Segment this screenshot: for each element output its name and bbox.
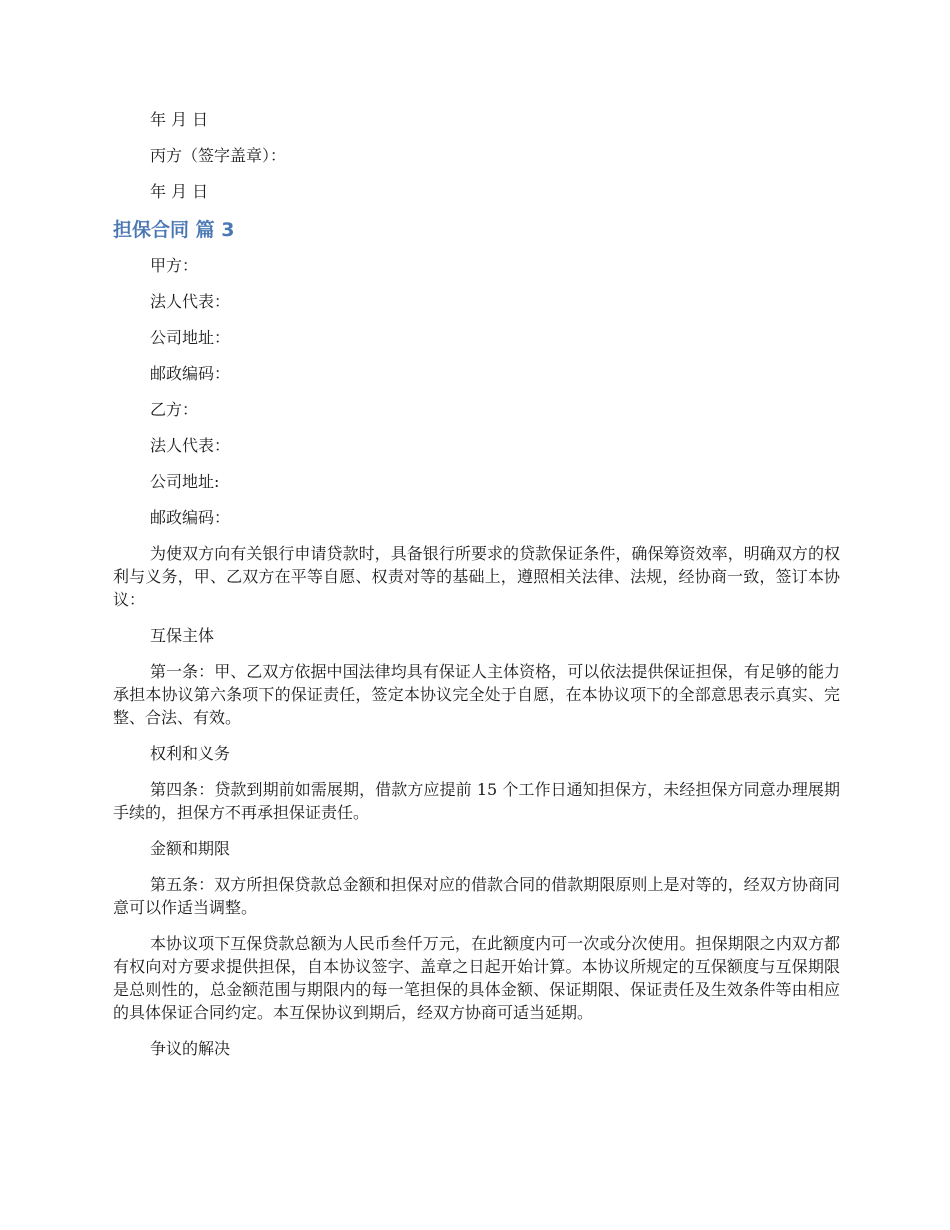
party-a-address: 公司地址：	[150, 328, 231, 347]
party-b-representative: 法人代表：	[150, 436, 231, 455]
amount-term-paragraph: 本协议项下互保贷款总额为人民币叁仟万元，在此额度内可一次或分次使用。担保期限之内双方都有权向对方要求提供担保，自本协议签字、盖章之日起开始计算。本协议所规定的互保额度与互保期限是总则性的，总金额范围与期限内的每一笔担保的具体金额、保证期限、保证责任及生效条件等由相应的具体保证合同约定。本互保协议到期后，经双方协商可适当延期。	[113, 934, 840, 1022]
document-page	[113, 108, 840, 1073]
subheading-guarantee-parties: 互保主体	[150, 626, 215, 645]
intro-paragraph: 为使双方向有关银行申请贷款时，具备银行所要求的贷款保证条件，确保筹资效率，明确双方的权利与义务，甲、乙双方在平等自愿、权责对等的基础上，遵照相关法律、法规，经协商一致，签订本协议：	[113, 544, 840, 609]
article-5-paragraph: 第五条：双方所担保贷款总金额和担保对应的借款合同的借款期限原则上是对等的，经双方协商同意可以作适当调整。	[113, 875, 840, 917]
party-b-address: 公司地址:	[150, 472, 220, 491]
party-b-postcode: 邮政编码：	[150, 508, 231, 527]
subheading-rights-obligations: 权利和义务	[150, 744, 231, 763]
party-a-representative: 法人代表：	[150, 292, 231, 311]
signature-date-line: 年 月 日	[150, 182, 209, 201]
article-4-paragraph: 第四条：贷款到期前如需展期，借款方应提前 15 个工作日通知担保方，未经担保方同意办理展期手续的，担保方不再承担保证责任。	[113, 780, 840, 822]
signature-date-line: 年 月 日	[150, 110, 209, 129]
subheading-amount-term: 金额和期限	[150, 839, 231, 858]
article-1-paragraph: 第一条：甲、乙双方依据中国法律均具有保证人主体资格，可以依法提供保证担保，有足够的能力承担本协议第六条项下的保证责任，签定本协议完全处于自愿，在本协议项下的全部意思表示真实、完整、合法、有效。	[113, 662, 840, 727]
section-title: 担保合同 篇 3	[113, 219, 235, 241]
party-c-signature-line: 丙方（签字盖章）：	[150, 146, 287, 165]
party-b-label: 乙方：	[150, 400, 199, 419]
party-a-postcode: 邮政编码：	[150, 364, 231, 383]
subheading-dispute-resolution: 争议的解决	[150, 1039, 231, 1058]
party-a-label: 甲方：	[150, 256, 199, 275]
